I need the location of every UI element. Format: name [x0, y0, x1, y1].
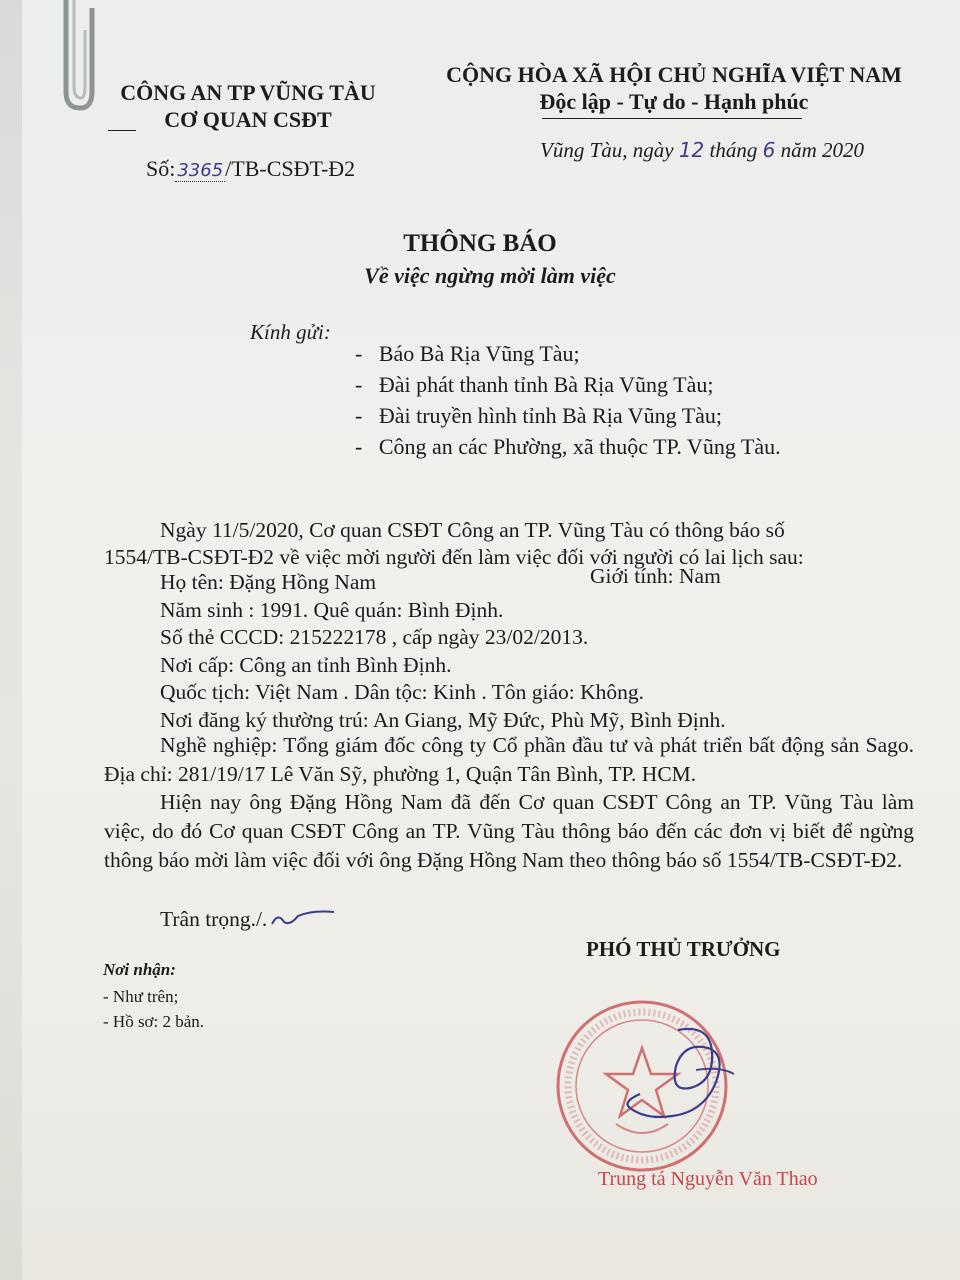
- header-right-divider: [542, 118, 802, 119]
- paper-clip-icon: [52, 0, 100, 112]
- recipient-item: - Công an các Phường, xã thuộc TP. Vũng Tàu.: [355, 434, 781, 459]
- date-prefix: Vũng Tàu, ngày: [540, 138, 674, 162]
- issue-date: [540, 138, 864, 163]
- person-id-card: Số thẻ CCCD: 215222178 , cấp ngày 23/02/2013.: [160, 625, 589, 649]
- recipient-item: - Đài phát thanh tỉnh Bà Rịa Vũng Tàu;: [355, 372, 714, 397]
- date-suffix: năm 2020: [780, 138, 865, 162]
- signer-position: PHÓ THỦ TRƯỞNG: [586, 937, 781, 961]
- document-title: THÔNG BÁO: [403, 230, 557, 257]
- national-title: CỘNG HÒA XÃ HỘI CHỦ NGHĨA VIỆT NAM: [446, 62, 902, 87]
- handwritten-mark-icon: [268, 904, 338, 930]
- footer-recipients-label: Nơi nhận:: [103, 960, 176, 979]
- intro-line-2: 1554/TB-CSĐT-Đ2 về việc mời người đến làm việc đối với người có lai lịch sau:: [104, 545, 804, 569]
- person-gender: Giới tính: Nam: [590, 564, 721, 588]
- agency-division: CƠ QUAN CSĐT: [164, 107, 332, 132]
- person-birth: Năm sinh : 1991. Quê quán: Bình Định.: [160, 598, 504, 622]
- number-suffix: /TB-CSĐT-Đ2: [225, 156, 356, 181]
- footer-recipient-item: - Như trên;: [103, 987, 179, 1006]
- recipient-item: - Đài truyền hình tỉnh Bà Rịa Vũng Tàu;: [355, 403, 723, 428]
- document-subtitle: Về việc ngừng mời làm việc: [364, 263, 616, 288]
- recipient-item: - Báo Bà Rịa Vũng Tàu;: [355, 341, 580, 366]
- conclusion-paragraph: Hiện nay ông Đặng Hồng Nam đã đến Cơ quan CSĐT Công an TP. Vũng Tàu làm việc, do đó Cơ quan CSĐT Công an TP. Vũng Tàu thông báo đến các đơn vị biết để ngừng thông báo mời làm việc đối với ông Đặng Hồng Nam theo thông báo số 1554/TB-CSĐT-Đ2.: [104, 790, 914, 872]
- agency-name: CÔNG AN TP VŨNG TÀU: [120, 80, 376, 105]
- date-mid: tháng: [709, 138, 758, 162]
- signer-name: Trung tá Nguyễn Văn Thao: [598, 1168, 818, 1190]
- signature-scribble-icon: [600, 1012, 740, 1162]
- header-left-divider: [108, 130, 136, 131]
- footer-recipient-item: - Hồ sơ: 2 bản.: [103, 1012, 205, 1031]
- number-handwritten: 3365: [177, 160, 224, 181]
- date-day: 12: [678, 138, 705, 162]
- person-nationality: Quốc tịch: Việt Nam . Dân tộc: Kinh . Tôn giáo: Không.: [160, 680, 644, 704]
- closing-greeting: Trân trọng./.: [160, 907, 268, 931]
- number-prefix: Số:: [146, 156, 176, 181]
- person-id-issuer: Nơi cấp: Công an tỉnh Bình Định.: [160, 653, 452, 677]
- national-motto: Độc lập - Tự do - Hạnh phúc: [539, 89, 809, 114]
- person-residence: Nơi đăng ký thường trú: An Giang, Mỹ Đức, Phù Mỹ, Bình Định.: [160, 708, 726, 732]
- recipients-label: Kính gửi:: [250, 320, 331, 344]
- document-number: [146, 156, 355, 182]
- recipients-list: [355, 341, 781, 465]
- intro-line-1: Ngày 11/5/2020, Cơ quan CSĐT Công an TP. Vũng Tàu có thông báo số: [160, 518, 785, 542]
- person-name: Họ tên: Đặng Hồng Nam: [160, 570, 377, 594]
- person-occupation: Nghề nghiệp: Tổng giám đốc công ty Cổ phần đầu tư và phát triển bất động sản Sago. Địa chỉ: 281/19/17 Lê Văn Sỹ, phường 1, Quận Tân Bình, TP. HCM.: [104, 733, 914, 786]
- date-month: 6: [762, 138, 776, 162]
